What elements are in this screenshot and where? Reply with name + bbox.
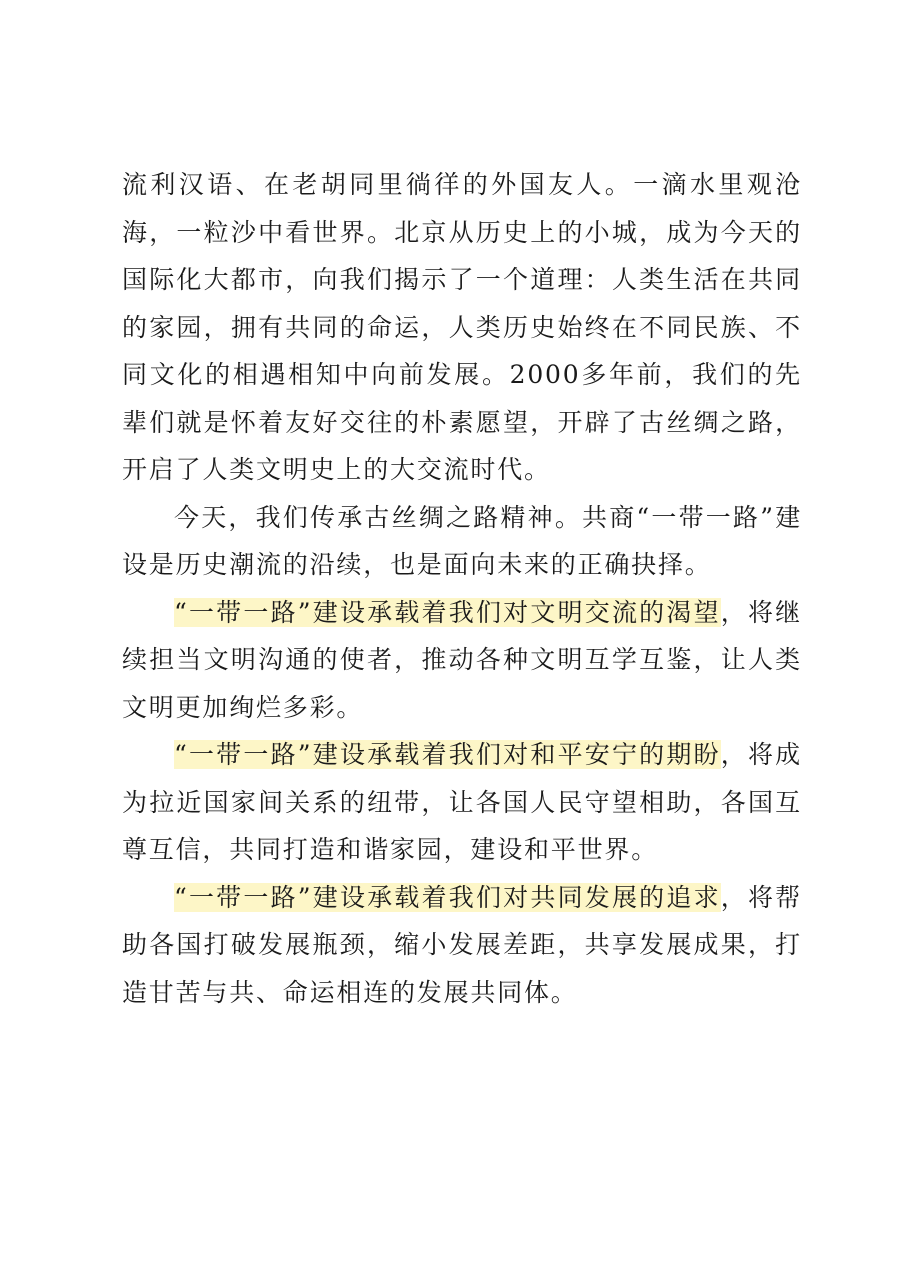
paragraph-4-text: ，将成为拉近国家间关系的纽带，让各国人民守望相助，各国互尊互信，共同打造和谐家园，建设和平世界。 [122, 740, 802, 864]
paragraph-5-highlight: “一带一路”建设承载着我们对共同发展的追求 [174, 882, 721, 912]
paragraph-1-text: 流利汉语、在老胡同里徜徉的外国友人。一滴水里观沧海，一粒沙中看世界。北京从历史上的小城，成为今天的国际化大都市，向我们揭示了一个道理：人类生活在共同的家园，拥有共同的命运，人类历史始终在不同民族、不同文化的相遇相知中向前发展。2000多年前，我们的先辈们就是怀着友好交往的朴素愿望，开辟了古丝绸之路，开启了人类文明史上的大交流时代。 [122, 170, 802, 484]
paragraph-1 [122, 161, 802, 494]
document-body [122, 161, 802, 1016]
paragraph-4-highlight: “一带一路”建设承载着我们对和平安宁的期盼 [174, 740, 721, 769]
paragraph-2 [122, 494, 802, 589]
paragraph-2-text: 今天，我们传承古丝绸之路精神。共商“一带一路”建设是历史潮流的沿续，也是面向未来的正确抉择。 [122, 502, 802, 579]
paragraph-5 [122, 874, 802, 1017]
paragraph-3-text: ，将继续担当文明沟通的使者，推动各种文明互学互鉴，让人类文明更加绚烂多彩。 [122, 597, 802, 722]
paragraph-3 [122, 589, 802, 732]
paragraph-4 [122, 731, 802, 874]
paragraph-3-highlight: “一带一路”建设承载着我们对文明交流的渴望 [174, 597, 721, 627]
paragraph-5-text: ，将帮助各国打破发展瓶颈，缩小发展差距，共享发展成果，打造甘苦与共、命运相连的发展共同体。 [122, 882, 802, 1007]
